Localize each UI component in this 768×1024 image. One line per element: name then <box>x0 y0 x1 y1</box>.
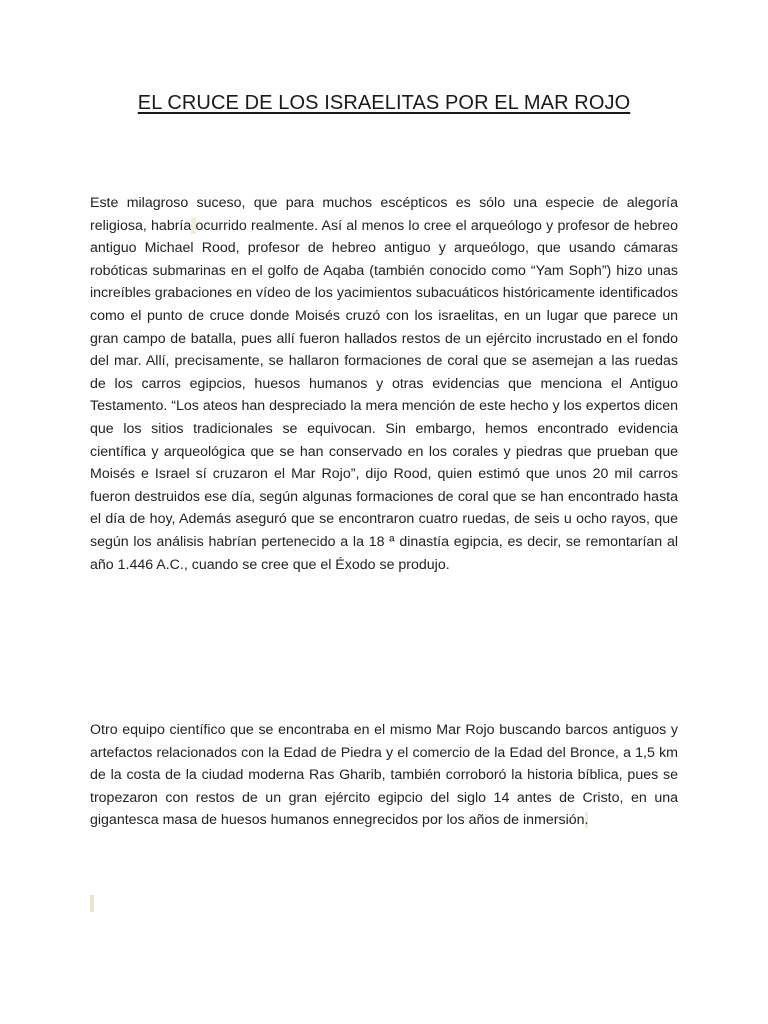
paragraph-1-start: Este milagroso suceso, que para muchos escépticos es sólo una especie de alegoría religiosa, habría <box>90 195 678 234</box>
text-cursor-marker[interactable] <box>90 895 94 912</box>
paragraph-2 <box>90 719 678 832</box>
paragraph-1-rest: ocurrido realmente. Así al menos lo cree el arqueólogo y profesor de hebreo antiguo Michael Rood, profesor de hebreo antiguo y arqueólogo, que usando cámaras robóticas submarinas en el golfo de Aqaba (también conocido como “Yam Soph”) hizo unas increíbles grabaciones en vídeo de los yacimientos subacuáticos históricamente identificados como el punto de cruce donde Moisés cruzó con los israelitas, en un lugar que parece un gran campo de batalla, pues allí fueron hallados restos de un ejército incrustado en el fondo del mar. Allí, precisamente, se hallaron formaciones de coral que se asemejan a las ruedas de los carros egipcios, huesos humanos y otras evidencias que menciona el Antiguo Testamento. “Los ateos han despreciado la mera mención de este hecho y los expertos dicen que los sitios tradicionales se equivocan. Sin embargo, hemos encontrado evidencia científica y arqueológica que se han conservado en los corales y piedras que prueban que Moisés e Israel sí cruzaron el Mar Rojo”, dijo Rood, quien estimó que unos 20 mil carros fueron destruidos ese día, según algunas formaciones de coral que se han encontrado hasta el día de hoy, Además aseguró que se encontraron cuatro ruedas, de seis u ocho rayos, que según los análisis habrían pertenecido a la 18 ª dinastía egipcia, es decir, se remontarían al año 1.446 A.C., cuando se cree que el Éxodo se produjo. <box>90 217 678 573</box>
paragraph-2-end-mark: . <box>584 812 589 829</box>
paragraph-2-text: Otro equipo científico que se encontraba en el mismo Mar Rojo buscando barcos antiguos y artefactos relacionados con la Edad de Piedra y el comercio de la Edad del Bronce, a 1,5 km de la costa de la ciudad moderna Ras Gharib, también corroboró la historia bíblica, pues se tropezaron con restos de un gran ejército egipcio del siglo 14 antes de Cristo, en una gigantesca masa de huesos humanos ennegrecidos por los años de inmersión <box>90 722 678 829</box>
document-title: EL CRUCE DE LOS ISRAELITAS POR EL MAR ROJO <box>137 92 631 114</box>
paragraph-1 <box>90 192 678 576</box>
